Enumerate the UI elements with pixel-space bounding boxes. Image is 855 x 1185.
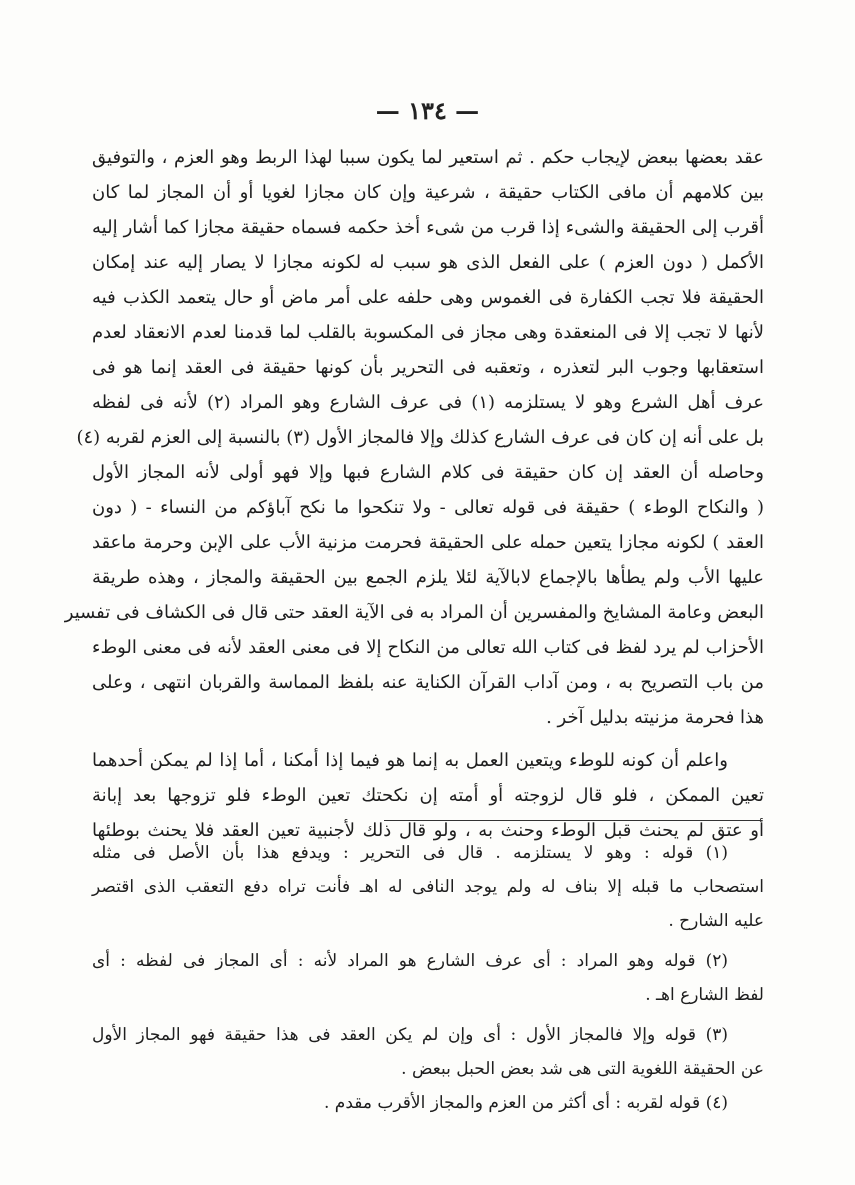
- footnote-line: عن الحقيقة اللغوية التى هى شد بعض الحبل ببعض .: [401, 1059, 764, 1079]
- footnote-separator: [384, 820, 762, 821]
- body-line: لأنها لا تجب إلا فى المنعقدة وهى مجاز فى المكسوبة بالقلب لما قدمنا لعدم الانعقاد لعدم: [92, 322, 764, 343]
- body-line: هذا فحرمة مزنيته بدليل آخر .: [546, 707, 764, 728]
- body-line: عقد بعضها ببعض لإيجاب حكم . ثم استعير لما يكون سببا لهذا الربط وهو العزم ، والتوفيق: [92, 147, 764, 168]
- page-number: — ١٣٤ —: [375, 96, 480, 125]
- footnote-line: استصحاب ما قبله إلا بناف له ولم يوجد النافى له اهـ فأنت تراه دفع التعقب الذى اقتصر: [92, 877, 764, 897]
- footnote-line: لفظ الشارع اهـ .: [645, 985, 764, 1005]
- paragraph-gap: [92, 735, 764, 743]
- body-line: عليها الأب ولم يطأها بالإجماع لابالآية لئلا يلزم الجمع بين الحقيقة والمجاز ، وهذه طريقة: [92, 567, 764, 588]
- body-line: واعلم أن كونه للوطء ويتعين العمل به إنما هو فيما إذا أمكنا ، أما إذا لم يمكن أحدهما: [92, 750, 728, 771]
- footnote-line: (٣) قوله وإلا فالمجاز الأول : أى وإن لم يكن العقد فى هذا حقيقة فهو المجاز الأول: [92, 1025, 728, 1045]
- body-line: أو عتق لم يحنث قبل الوطء وحنث به ، ولو قال ذلك لأجنبية تعين العقد فلا يحنث بوطئها: [92, 820, 764, 841]
- body-line: الأكمل ( دون العزم ) على الفعل الذى هو سبب له لكونه مجازا لا يصار إليه عند إمكان: [92, 252, 764, 273]
- footnote-line: (٢) قوله وهو المراد : أى عرف الشارع هو المراد لأنه : أى المجاز فى لفظه : أى: [92, 951, 728, 971]
- body-line: أقرب إلى الحقيقة والشىء إذا قرب من شىء أخذ حكمه فسماه حقيقة مجازا كما أشار إليه: [92, 217, 764, 238]
- body-line: عرف أهل الشرع وهو لا يستلزمه (١) فى عرف الشارع وهو المراد (٢) لأنه فى لفظه: [92, 392, 764, 413]
- body-line: العقد ) لكونه مجازا يتعين حمله على الحقيقة فحرمت مزنية الأب على الإبن وحرمة ماعقد: [92, 532, 764, 553]
- body-line: تعين الممكن ، فلو قال لزوجته أو أمته إن نكحتك تعين الوطء فلو تزوجها بعد إبانة: [92, 785, 764, 806]
- body-line: ( والنكاح الوطء ) حقيقة فى قوله تعالى - ولا تنكحوا ما نكح آباؤكم من النساء - ( دون: [92, 497, 764, 518]
- body-line: البعض وعامة المشايخ والمفسرين أن المراد به فى الآية العقد حتى قال فى الكشاف فى تفسير: [64, 602, 764, 623]
- body-line: الحقيقة فلا تجب الكفارة فى الغموس وهى حلفه على أمر ماض أو حال يتعمد الكذب فيه: [92, 287, 764, 308]
- footnotes: [92, 836, 764, 1120]
- body-line: وحاصله أن العقد إن كان حقيقة فى كلام الشارع فبها وإلا فهو أولى لأنه المجاز الأول: [92, 462, 764, 483]
- footnote-line: (١) قوله : وهو لا يستلزمه . قال فى التحرير : ويدفع هذا بأن الأصل فى مثله: [92, 843, 728, 863]
- footnote-line: عليه الشارح .: [668, 911, 764, 931]
- body-line: استعقابها وجوب البر لتعذره ، وتعقبه فى التحرير بأن كونها حقيقة فى العقد إنما هو فى: [92, 357, 764, 378]
- footnote-line: (٤) قوله لقربه : أى أكثر من العزم والمجاز الأقرب مقدم .: [324, 1093, 728, 1113]
- body-line: بل على أنه إن كان فى عرف الشارع كذلك وإلا فالمجاز الأول (٣) بالنسبة إلى العزم لقربه (٤): [76, 427, 764, 448]
- body-line: بين كلامهم أن مافى الكتاب حقيقة ، شرعية وإن كان مجازا لغويا أو أن المجاز لما كان: [92, 182, 764, 203]
- body-line: الأحزاب لم يرد لفظ فى كتاب الله تعالى من النكاح إلا فى معنى العقد لأنه فى معنى الوطء: [92, 637, 764, 658]
- main-text: [64, 140, 764, 848]
- body-line: من باب التصريح به ، ومن آداب القرآن الكناية عنه بلفظ المماسة والقربان انتهى ، وعلى: [92, 672, 764, 693]
